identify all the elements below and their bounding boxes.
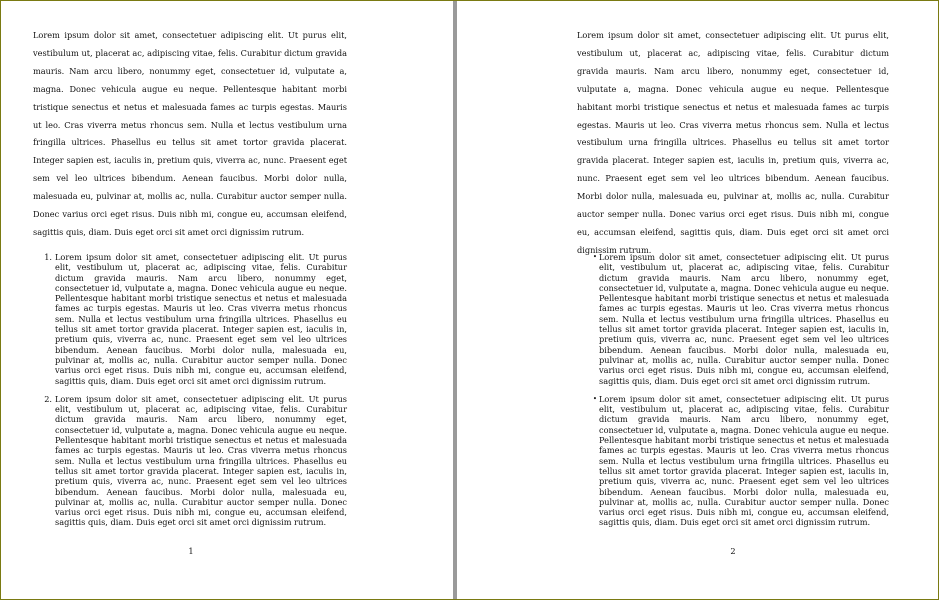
numbered-list [44,252,347,536]
page-number: 1 [188,546,194,556]
list-item [44,252,347,386]
page-2 [457,1,938,599]
list-item-text: Lorem ipsum dolor sit amet, consectetuer adipiscing elit. Ut purus elit, vestibulum ut, placerat ac, adipiscing vitae, felis. Curabitur dictum gravida mauris. Nam arcu libero, nonummy eget, consectetuer id, vulputate a, magna. Donec vehicula augue eu neque. Pellentesque habitant morbi tristique senectus et netus et malesuada fames ac turpis egestas. Mauris ut leo. Cras viverra metus rhoncus sem. Nulla et lectus vestibulum urna fringilla ultrices. Phasellus eu tellus sit amet tortor gravida placerat. Integer sapien est, iaculis in, pretium quis, viverra ac, nunc. Praesent eget sem vel leo ultrices bibendum. Aenean faucibus. Morbi dolor nulla, malesuada eu, pulvinar at, mollis ac, nulla. Curabitur auctor semper nulla. Donec varius orci eget risus. Duis nibh mi, congue eu, accumsan eleifend, sagittis quis, diam. Duis eget orci sit amet orci dignissim rutrum. [55,252,347,386]
list-item [592,393,889,528]
list-number: 2. [44,393,52,404]
list-number: 1. [44,252,52,262]
list-item [44,393,347,528]
list-item-text: Lorem ipsum dolor sit amet, consectetuer adipiscing elit. Ut purus elit, vestibulum ut, placerat ac, adipiscing vitae, felis. Curabitur dictum gravida mauris. Nam arcu libero, nonummy eget, consectetuer id, vulputate a, magna. Donec vehicula augue eu neque. Pellentesque habitant morbi tristique senectus et netus et malesuada fames ac turpis egestas. Mauris ut leo. Cras viverra metus rhoncus sem. Nulla et lectus vestibulum urna fringilla ultrices. Phasellus eu tellus sit amet tortor gravida placerat. Integer sapien est, iaculis in, pretium quis, viverra ac, nunc. Praesent eget sem vel leo ultrices bibendum. Aenean faucibus. Morbi dolor nulla, malesuada eu, pulvinar at, mollis ac, nulla. Curabitur auctor semper nulla. Donec varius orci eget risus. Duis nibh mi, congue eu, accumsan eleifend, sagittis quis, diam. Duis eget orci sit amet orci dignissim rutrum. [599,393,889,528]
bullet-icon: • [592,253,597,261]
document-viewer[interactable] [1,1,938,599]
bullet-list [592,252,889,536]
body-paragraph: Lorem ipsum dolor sit amet, consectetuer adipiscing elit. Ut purus elit, vestibulum ut, placerat ac, adipiscing vitae, felis. Curabitur dictum gravida mauris. Nam arcu libero, nonummy eget, consectetuer id, vulputate a, magna. Donec vehicula augue eu neque. Pellentesque habitant morbi tristique senectus et netus et malesuada fames ac turpis egestas. Mauris ut leo. Cras viverra metus rhoncus sem. Nulla et lectus vestibulum urna fringilla ultrices. Phasellus eu tellus sit amet tortor gravida placerat. Integer sapien est, iaculis in, pretium quis, viverra ac, nunc. Praesent eget sem vel leo ultrices bibendum. Aenean faucibus. Morbi dolor nulla, malesuada eu, pulvinar at, mollis ac, nulla. Curabitur auctor semper nulla. Donec varius orci eget risus. Duis nibh mi, congue eu, accumsan eleifend, sagittis quis, diam. Duis eget orci sit amet orci dignissim rutrum. [577,30,889,255]
body-paragraph: Lorem ipsum dolor sit amet, consectetuer adipiscing elit. Ut purus elit, vestibulum ut, placerat ac, adipiscing vitae, felis. Curabitur dictum gravida mauris. Nam arcu libero, nonummy eget, consectetuer id, vulputate a, magna. Donec vehicula augue eu neque. Pellentesque habitant morbi tristique senectus et netus et malesuada fames ac turpis egestas. Mauris ut leo. Cras viverra metus rhoncus sem. Nulla et lectus vestibulum urna fringilla ultrices. Phasellus eu tellus sit amet tortor gravida placerat. Integer sapien est, iaculis in, pretium quis, viverra ac, nunc. Praesent eget sem vel leo ultrices bibendum. Aenean faucibus. Morbi dolor nulla, malesuada eu, pulvinar at, mollis ac, nulla. Curabitur auctor semper nulla. Donec varius orci eget risus. Duis nibh mi, congue eu, accumsan eleifend, sagittis quis, diam. Duis eget orci sit amet orci dignissim rutrum. [33,30,347,237]
page-1 [1,1,453,599]
bullet-icon: • [592,394,597,403]
page-number: 2 [730,546,736,556]
list-item-text: Lorem ipsum dolor sit amet, consectetuer adipiscing elit. Ut purus elit, vestibulum ut, placerat ac, adipiscing vitae, felis. Curabitur dictum gravida mauris. Nam arcu libero, nonummy eget, consectetuer id, vulputate a, magna. Donec vehicula augue eu neque. Pellentesque habitant morbi tristique senectus et netus et malesuada fames ac turpis egestas. Mauris ut leo. Cras viverra metus rhoncus sem. Nulla et lectus vestibulum urna fringilla ultrices. Phasellus eu tellus sit amet tortor gravida placerat. Integer sapien est, iaculis in, pretium quis, viverra ac, nunc. Praesent eget sem vel leo ultrices bibendum. Aenean faucibus. Morbi dolor nulla, malesuada eu, pulvinar at, mollis ac, nulla. Curabitur auctor semper nulla. Donec varius orci eget risus. Duis nibh mi, congue eu, accumsan eleifend, sagittis quis, diam. Duis eget orci sit amet orci dignissim rutrum. [599,252,889,386]
list-item-text: Lorem ipsum dolor sit amet, consectetuer adipiscing elit. Ut purus elit, vestibulum ut, placerat ac, adipiscing vitae, felis. Curabitur dictum gravida mauris. Nam arcu libero, nonummy eget, consectetuer id, vulputate a, magna. Donec vehicula augue eu neque. Pellentesque habitant morbi tristique senectus et netus et malesuada fames ac turpis egestas. Mauris ut leo. Cras viverra metus rhoncus sem. Nulla et lectus vestibulum urna fringilla ultrices. Phasellus eu tellus sit amet tortor gravida placerat. Integer sapien est, iaculis in, pretium quis, viverra ac, nunc. Praesent eget sem vel leo ultrices bibendum. Aenean faucibus. Morbi dolor nulla, malesuada eu, pulvinar at, mollis ac, nulla. Curabitur auctor semper nulla. Donec varius orci eget risus. Duis nibh mi, congue eu, accumsan eleifend, sagittis quis, diam. Duis eget orci sit amet orci dignissim rutrum. [55,393,347,528]
list-item [592,252,889,386]
